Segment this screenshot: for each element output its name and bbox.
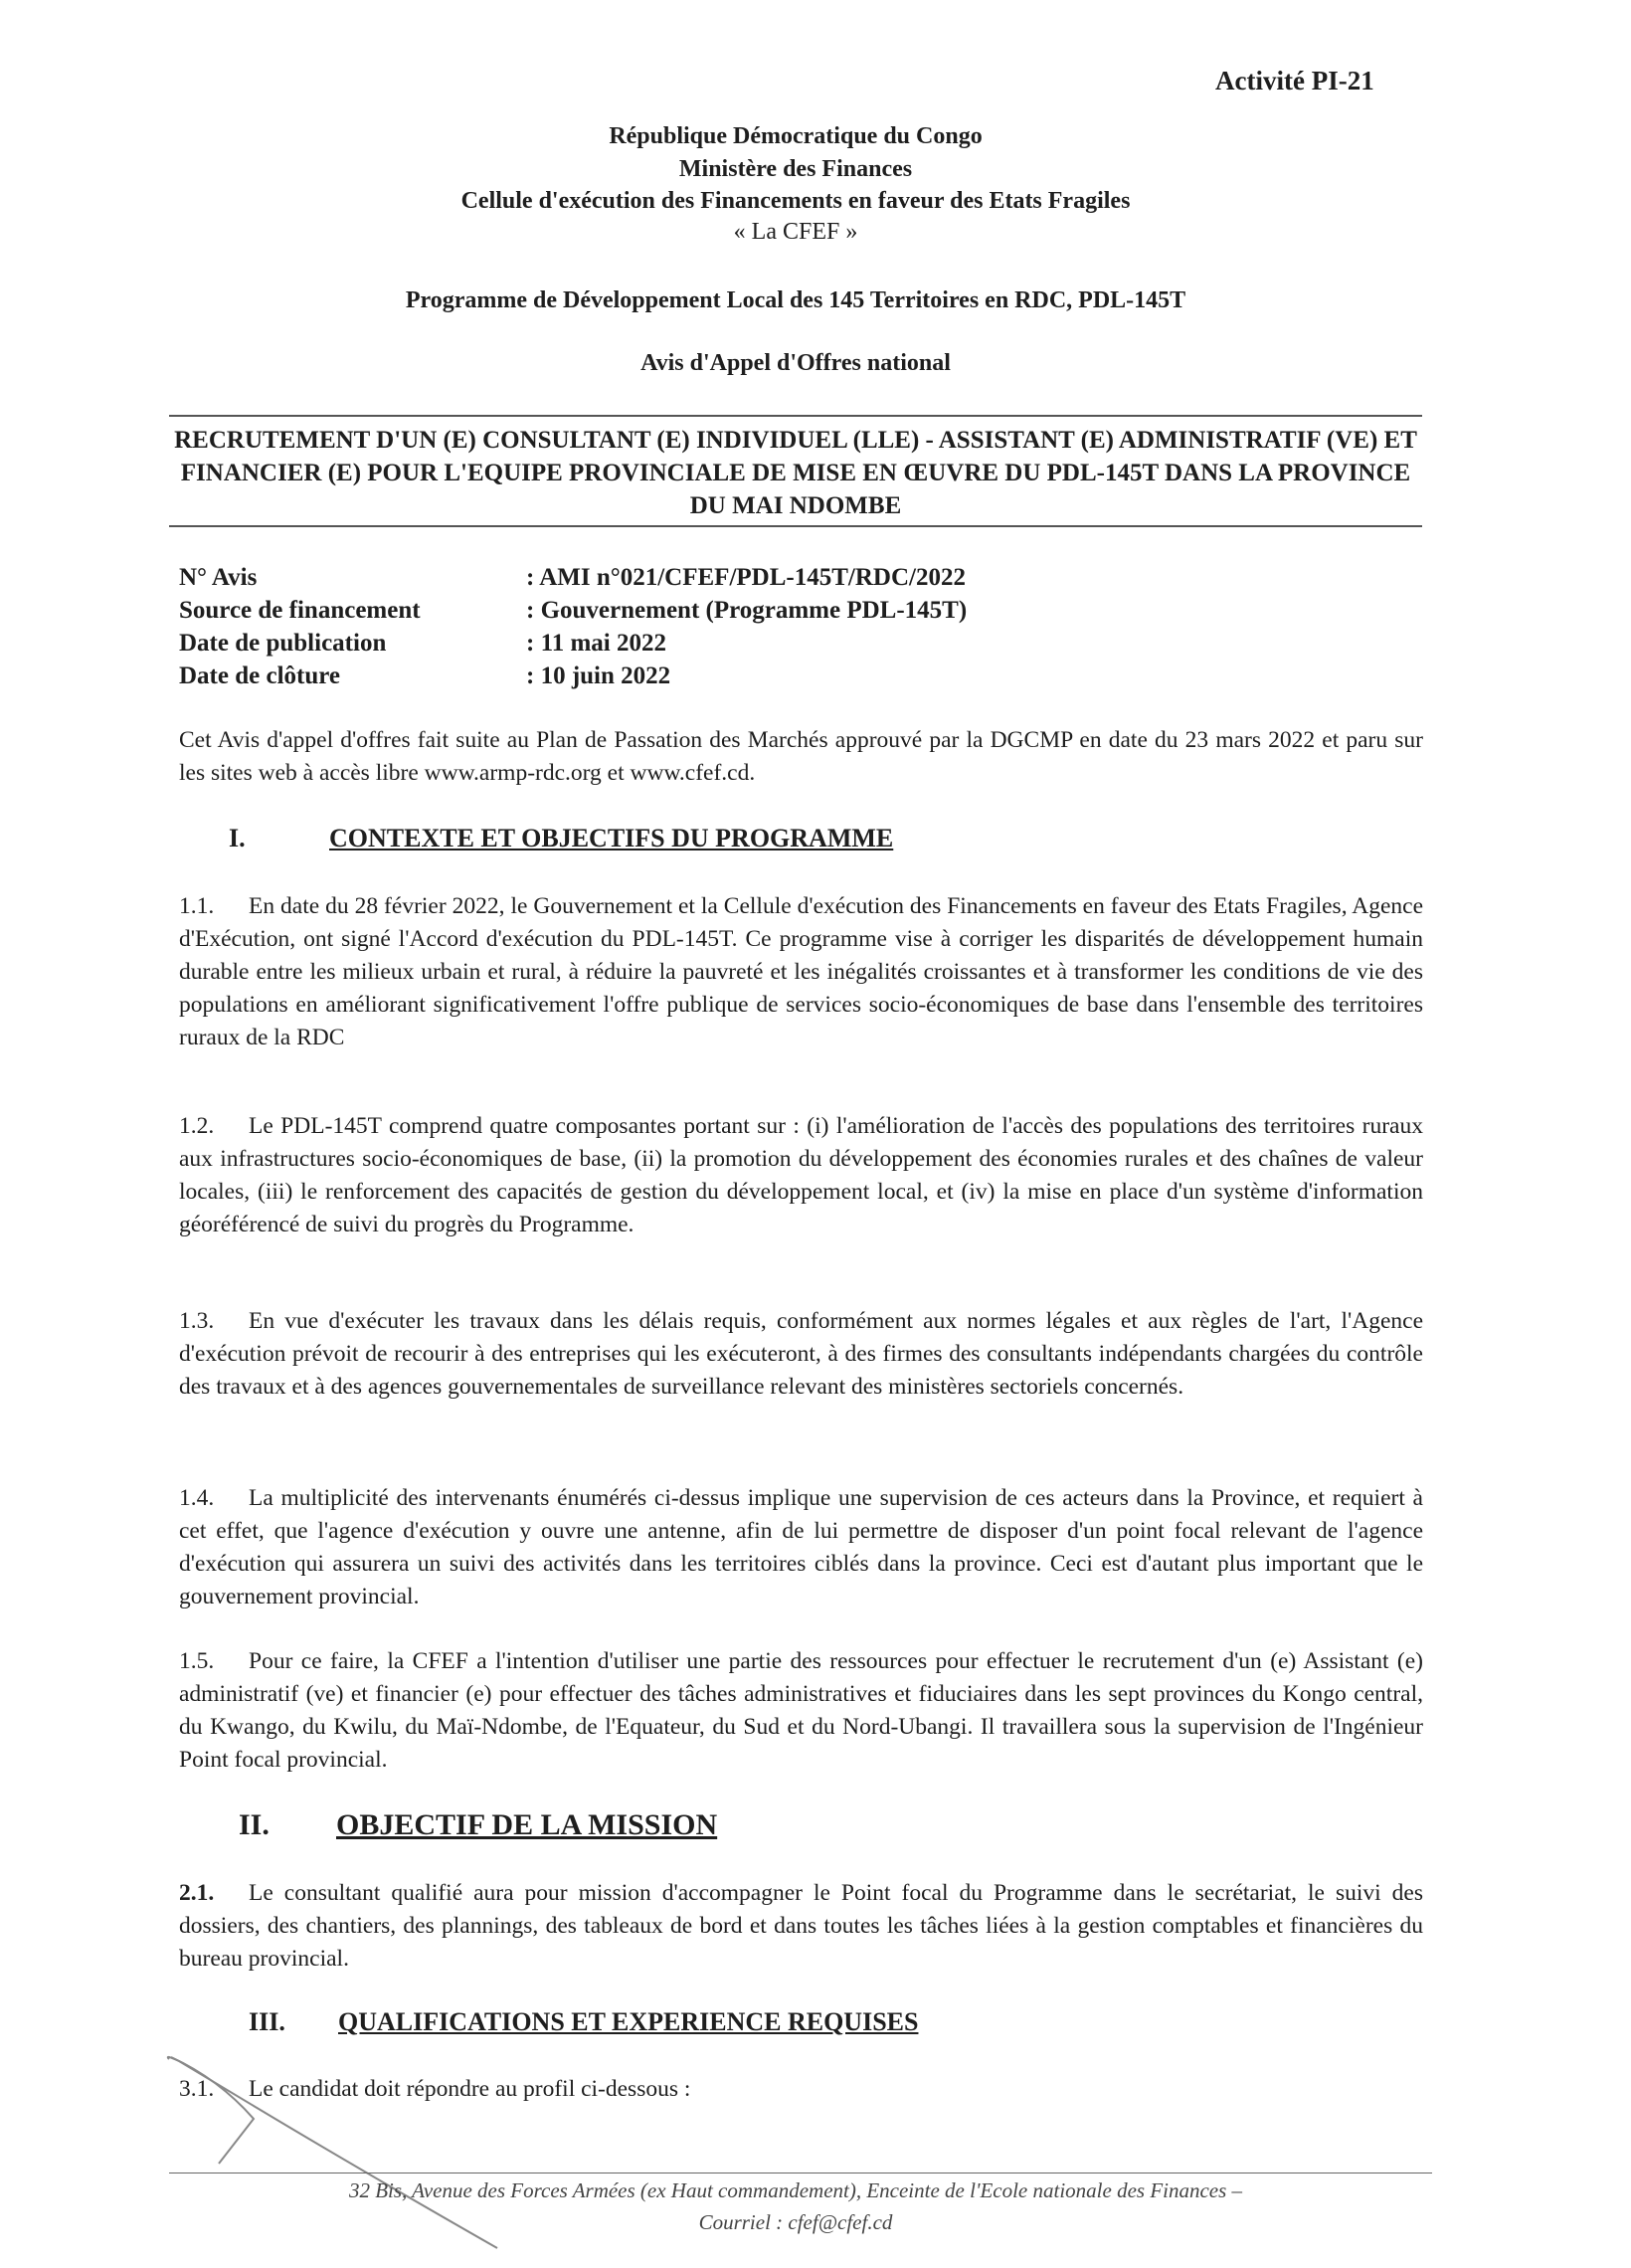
paragraph-1-2: 1.2. Le PDL-145T comprend quatre composantes portant sur : (i) l'amélioration de l'accès des populations des territoires ruraux aux infrastructures socio-économiques de base, (ii) la promotion du développement des économies rurales et des chaînes de valeur locales, (iii) le renforcement des capacités de gestion du développement local, et (iv) la mise en place d'un système d'information géoréférencé de suivi du progrès du Programme.	[179, 1113, 1423, 1237]
programme-name: Programme de Développement Local des 145 Territoires en RDC, PDL-145T	[405, 287, 1186, 313]
header-acronym: « La CFEF »	[733, 219, 858, 245]
info-value: : 11 mai 2022	[526, 630, 666, 657]
divider	[169, 525, 1422, 527]
info-label: Date de publication	[179, 630, 387, 657]
info-value: : Gouvernement (Programme PDL-145T)	[526, 597, 968, 624]
paragraph-1-5: 1.5. Pour ce faire, la CFEF a l'intention d'utiliser une partie des ressources pour effectuer le recrutement d'un (e) Assistant (e) administratif (ve) et financier (e) pour effectuer des tâches administratives et fiduciaires dans les sept provinces du Kongo central, du Kwango, du Kwilu, du Maï-Ndombe, de l'Equateur, du Sud et du Nord-Ubangi. Il travaillera sous la supervision de l'Ingénieur Point focal provincial.	[179, 1648, 1423, 1773]
activity-reference: Activité PI-21	[1215, 66, 1374, 95]
intro-paragraph: Cet Avis d'appel d'offres fait suite au Plan de Passation des Marchés approuvé par la DGCMP en date du 23 mars 2022 et paru sur les sites web à accès libre www.armp-rdc.org et www.cfef.cd.	[179, 727, 1423, 786]
paragraph-3-1: 3.1. Le candidat doit répondre au profil ci-dessous :	[179, 2076, 691, 2102]
footer-email: Courriel : cfef@cfef.cd	[698, 2210, 893, 2234]
paragraph-1-1: 1.1. En date du 28 février 2022, le Gouvernement et la Cellule d'exécution des Financements en faveur des Etats Fragiles, Agence d'Exécution, ont signé l'Accord d'exécution du PDL-145T. Ce programme vise à corriger les disparités de développement humain durable entre les milieux urbain et rural, à réduire la pauvreté et les inégalités croissantes et à transformer les conditions de vie des populations en améliorant significativement l'offre publique de services socio-économiques de base dans l'ensemble des territoires ruraux de la RDC	[179, 893, 1423, 1050]
info-row	[179, 594, 967, 627]
header-country: République Démocratique du Congo	[609, 123, 983, 149]
paragraph-2-1: 2.1. Le consultant qualifié aura pour mission d'accompagner le Point focal du Programme dans le secrétariat, le suivi des dossiers, des chantiers, des plannings, des tableaux de bord et dans toutes les tâches liées à la gestion comptables et financières du bureau provincial.	[179, 1880, 1423, 1972]
paragraph-1-3: 1.3. En vue d'exécuter les travaux dans les délais requis, conformément aux normes légales et aux règles de l'art, l'Agence d'exécution prévoit de recourir à des entreprises qui les exécuteront, à des firmes des consultants indépendants chargées du contrôle des travaux et à des agences gouvernementales de surveillance relevant des ministères sectoriels concernés.	[179, 1308, 1423, 1400]
info-label: N° Avis	[179, 564, 258, 591]
info-row	[179, 561, 967, 594]
info-value: : AMI n°021/CFEF/PDL-145T/RDC/2022	[526, 564, 966, 591]
footer-divider	[169, 2173, 1432, 2174]
info-row	[179, 627, 967, 660]
notice-title: RECRUTEMENT D'UN (E) CONSULTANT (E) INDIVIDUEL (LLE) - ASSISTANT (E) ADMINISTRATIF (VE) ET FINANCIER (E) POUR L'EQUIPE PROVINCIALE DE MISE EN ŒUVRE DU PDL-145T DANS LA PROVINCE DU MAI NDOMBE	[174, 427, 1417, 519]
notice-info	[179, 561, 967, 692]
header-ministry: Ministère des Finances	[678, 156, 913, 182]
info-row	[179, 660, 967, 692]
footer-address: 32 Bis, Avenue des Forces Armées (ex Haut commandement), Enceinte de l'Ecole nationale des Finances –	[348, 2178, 1243, 2202]
info-value: : 10 juin 2022	[526, 662, 671, 689]
info-label: Source de financement	[179, 597, 421, 624]
info-label: Date de clôture	[179, 662, 340, 689]
header-cell: Cellule d'exécution des Financements en faveur des Etats Fragiles	[460, 188, 1131, 214]
divider	[169, 415, 1422, 417]
paragraph-1-4: 1.4. La multiplicité des intervenants énumérés ci-dessus implique une supervision de ces acteurs dans la Province, et requiert à cet effet, que l'agence d'exécution y ouvre une antenne, afin de lui permettre de disposer d'un point focal relevant de l'agence d'exécution qui assurera un suivi des activités dans les territoires ciblés dans la province. Ceci est d'autant plus important que le gouvernement provincial.	[179, 1485, 1423, 1609]
notice-type: Avis d'Appel d'Offres national	[640, 350, 951, 376]
